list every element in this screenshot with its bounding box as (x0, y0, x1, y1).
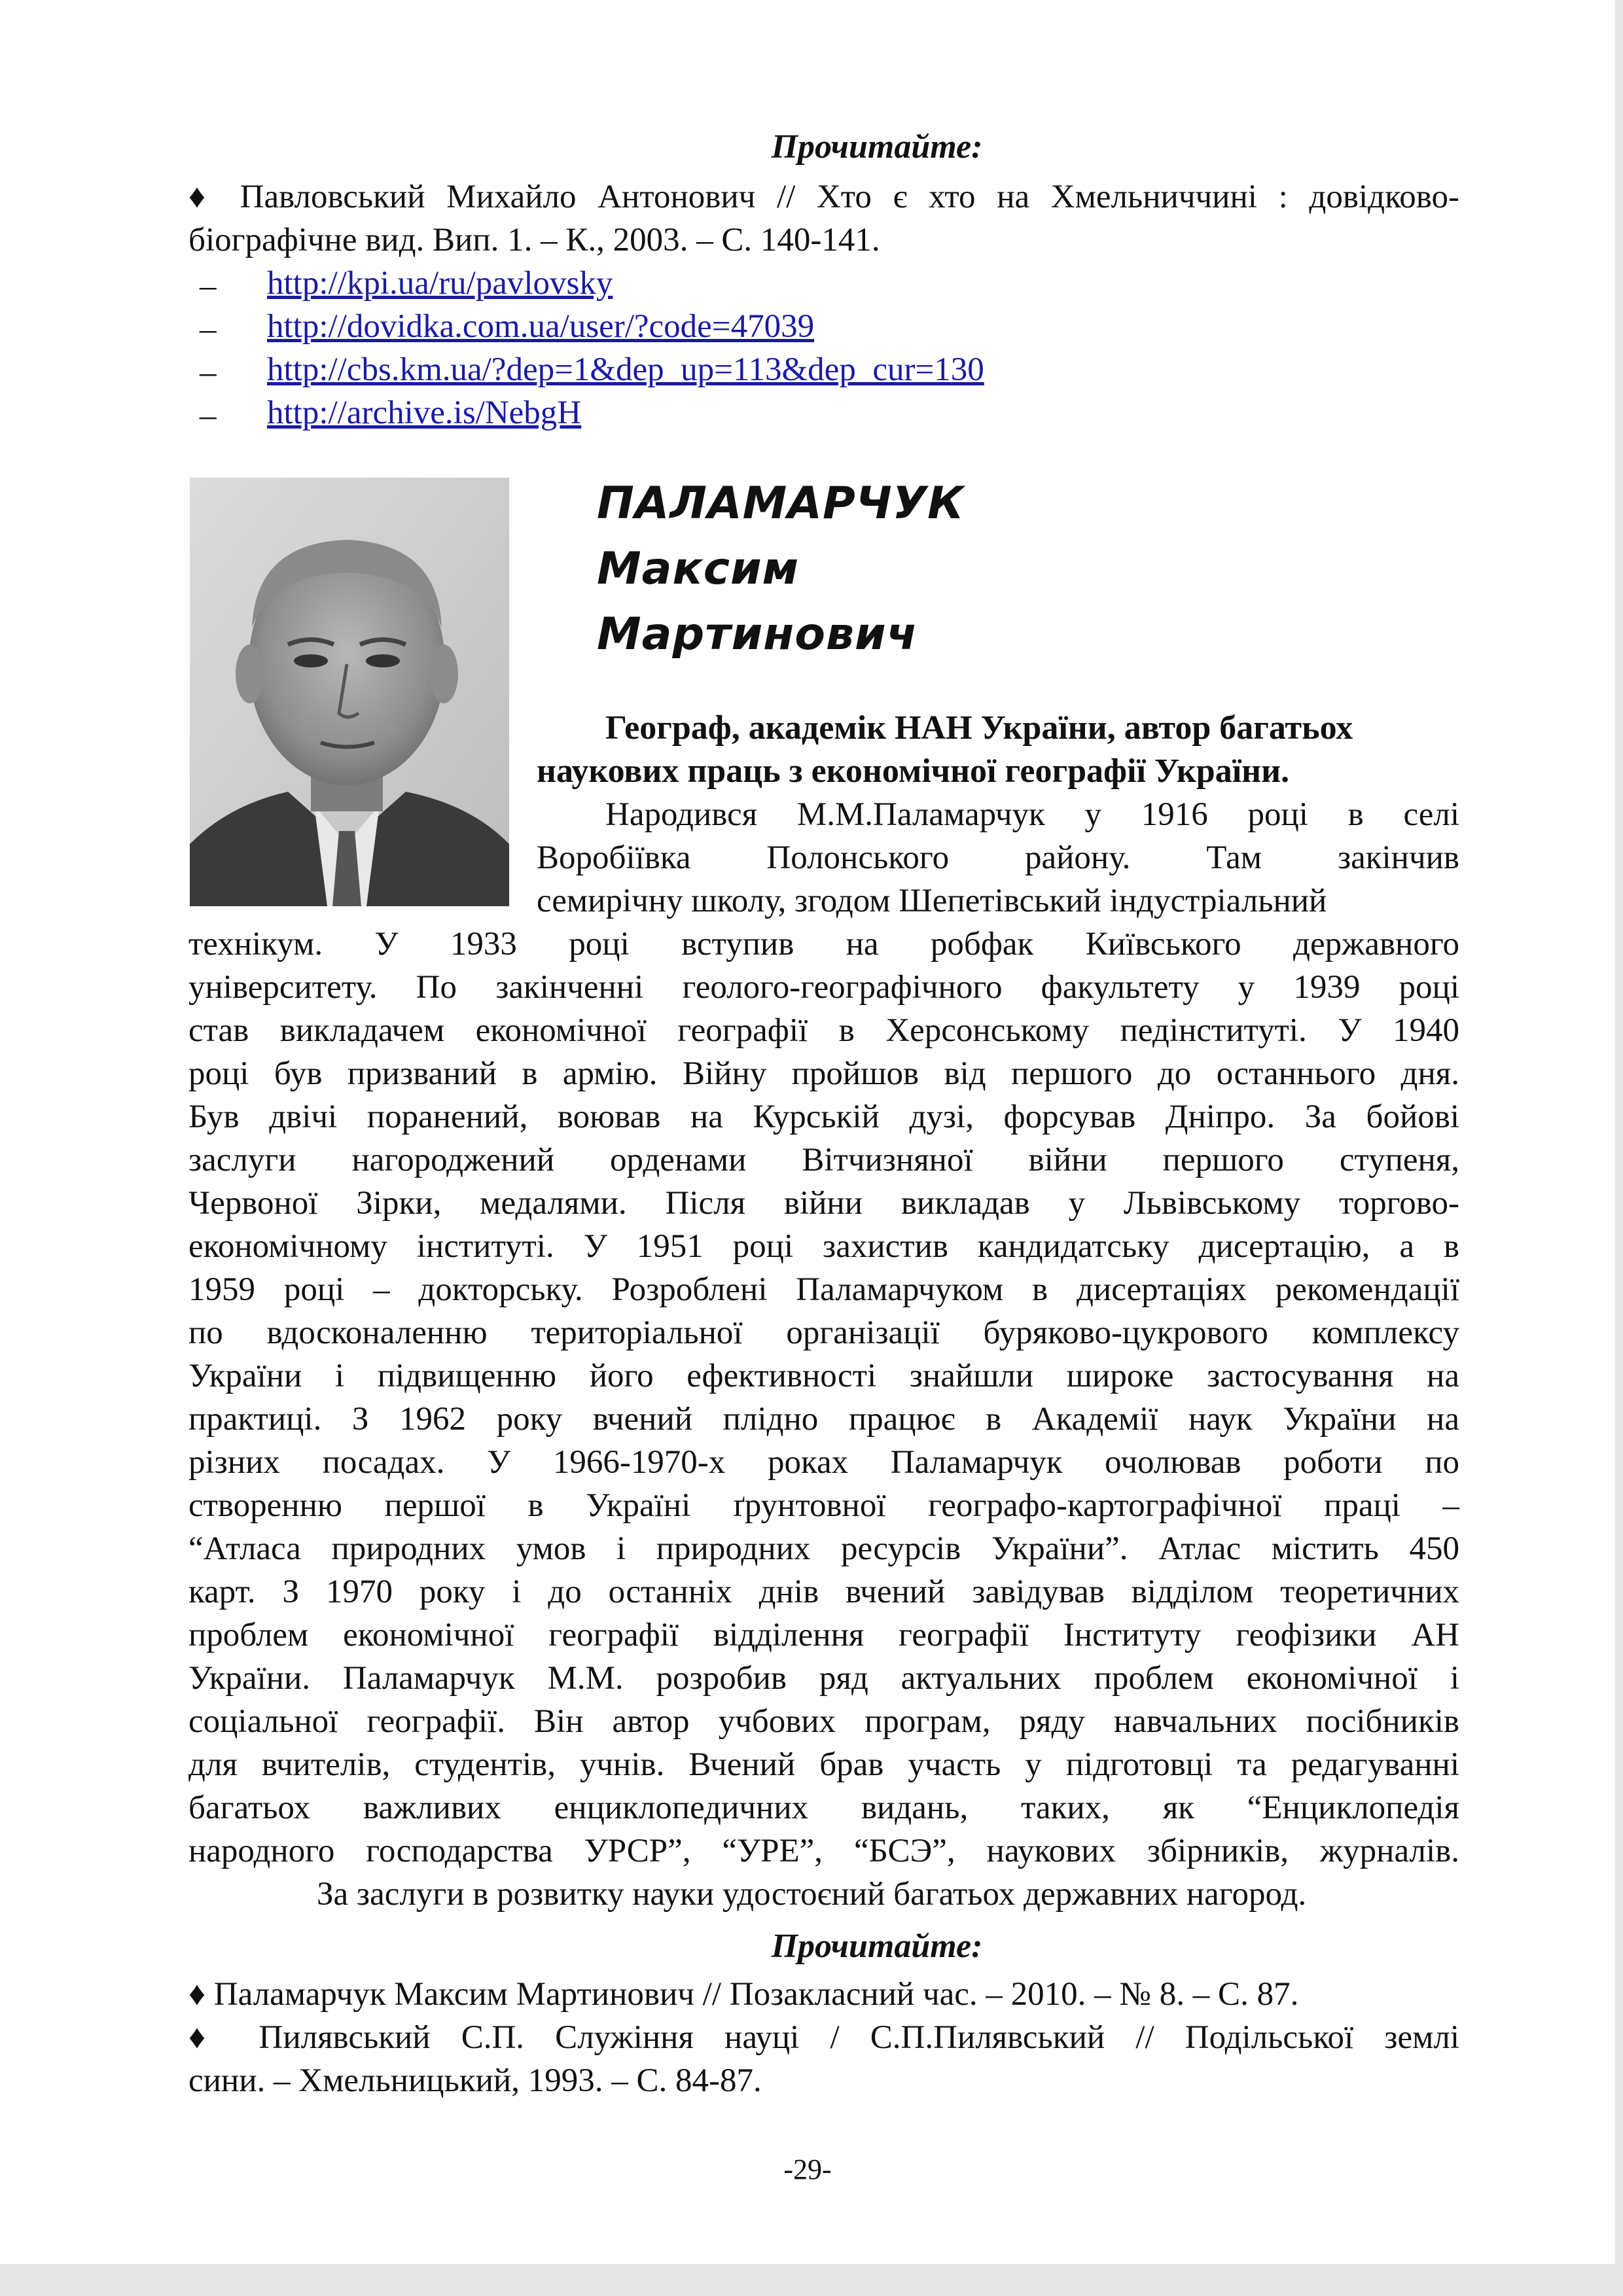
portrait-photo (190, 478, 509, 906)
bio-line: Червоної Зірки, медалями. Після війни викладав у Львівському торгово- (188, 1185, 1459, 1222)
bio-line: різних посадах. У 1966-1970-х роках Паламарчук очолював роботи по (188, 1444, 1459, 1481)
reference-line: біографічне вид. Вип. 1. – К., 2003. – С. 140-141. (188, 222, 880, 258)
bio-line: створенню першої в Україні ґрунтовної географо-картографічної праці – (188, 1487, 1459, 1524)
reference-line: ♦ Павловський Михайло Антонович // Хто є хто на Хмельниччині : довідково- (188, 179, 1459, 215)
list-dash: – (200, 268, 217, 304)
link-dovidka[interactable]: http://dovidka.com.ua/user/?code=47039 (267, 308, 815, 345)
reading-heading-top: Прочитайте: (771, 128, 983, 166)
lead-line: наукових праць з економічної географії України. (537, 752, 1290, 790)
bio-line: України. Паламарчук М.М. розробив ряд актуальних проблем економічної і (188, 1660, 1459, 1697)
list-dash: – (200, 397, 217, 434)
list-dash: – (200, 311, 217, 347)
bio-line: проблем економічної географії відділення географії Інституту геофізики АН (188, 1617, 1459, 1653)
bio-line: економічному інституті. У 1951 році захистив кандидатську дисертацію, а в (188, 1228, 1459, 1265)
bio-line: став викладачем економічної географії в Херсонському педінституті. У 1940 (188, 1012, 1459, 1049)
bio-line: по вдосконаленню територіальної організації буряково-цукрового комплексу (188, 1315, 1459, 1351)
person-surname: ПАЛАМАРЧУК (597, 478, 965, 529)
link-kpi[interactable]: http://kpi.ua/ru/pavlovsky (267, 265, 613, 302)
bio-line: Народився М.М.Паламарчук у 1916 році в селі (605, 796, 1459, 833)
bio-line: карт. З 1970 року і до останніх днів вчений завідував відділом теоретичних (188, 1574, 1459, 1610)
bio-line: соціальної географії. Він автор учбових програм, ряду навчальних посібників (188, 1703, 1459, 1740)
viewer-background (0, 2264, 1623, 2296)
person-patronymic: Мартинович (597, 609, 918, 660)
reference-line: ♦ Пилявський С.П. Служіння науці / С.П.Пилявський // Подільської землі (188, 2019, 1459, 2056)
closing-line: За заслуги в розвитку науки удостоєний багатьох державних нагород. (317, 1876, 1307, 1913)
link-cbs[interactable]: http://cbs.km.ua/?dep=1&dep_up=113&dep_cur=130 (267, 351, 984, 388)
bio-line: Був двічі поранений, воював на Курській дузі, форсував Дніпро. За бойові (188, 1099, 1459, 1135)
bio-line: багатьох важливих енциклопедичних видань, таких, як “Енциклопедія (188, 1790, 1459, 1826)
reading-heading-bottom: Прочитайте: (771, 1928, 983, 1965)
page-number: -29- (783, 2153, 832, 2185)
bio-line: університету. По закінченні геолого-географічного факультету у 1939 році (188, 969, 1459, 1006)
bio-line: народного господарства УРСР”, “УРЕ”, “БСЭ”, наукових збірників, журналів. (188, 1833, 1459, 1869)
link-archive[interactable]: http://archive.is/NebgH (267, 395, 582, 431)
bio-line: році був призваний в армію. Війну пройшов від першого до останнього дня. (188, 1055, 1459, 1092)
lead-line: Географ, академік НАН України, автор багатьох (605, 709, 1353, 747)
bio-line: “Атласа природних умов і природних ресурсів України”. Атлас містить 450 (188, 1530, 1459, 1567)
viewer-background (1615, 0, 1623, 2296)
bio-line: для вчителів, студентів, учнів. Вчений брав участь у підготовці та редагуванні (188, 1746, 1459, 1783)
bio-line: технікум. У 1933 році вступив на робфак Київського державного (188, 926, 1459, 963)
bio-line: практиці. З 1962 року вчений плідно працює в Академії наук України на (188, 1401, 1459, 1438)
reference-line: сини. – Хмельницький, 1993. – С. 84-87. (188, 2062, 762, 2099)
bio-line: семирічну школу, згодом Шепетівський індустріальний (537, 883, 1327, 919)
bio-line: заслуги нагороджений орденами Вітчизняної війни першого ступеня, (188, 1142, 1459, 1178)
list-dash: – (200, 354, 217, 391)
bio-line: України і підвищенню його ефективності знайшли широке застосування на (188, 1358, 1459, 1394)
person-first-name: Максим (597, 543, 800, 595)
bio-line: Воробіївка Полонського району. Там закінчив (537, 839, 1459, 876)
reference-line: ♦ Паламарчук Максим Мартинович // Позакласний час. – 2010. – № 8. – С. 87. (188, 1976, 1299, 2013)
bio-line: 1959 році – докторську. Розроблені Паламарчуком в дисертаціях рекомендації (188, 1271, 1459, 1308)
